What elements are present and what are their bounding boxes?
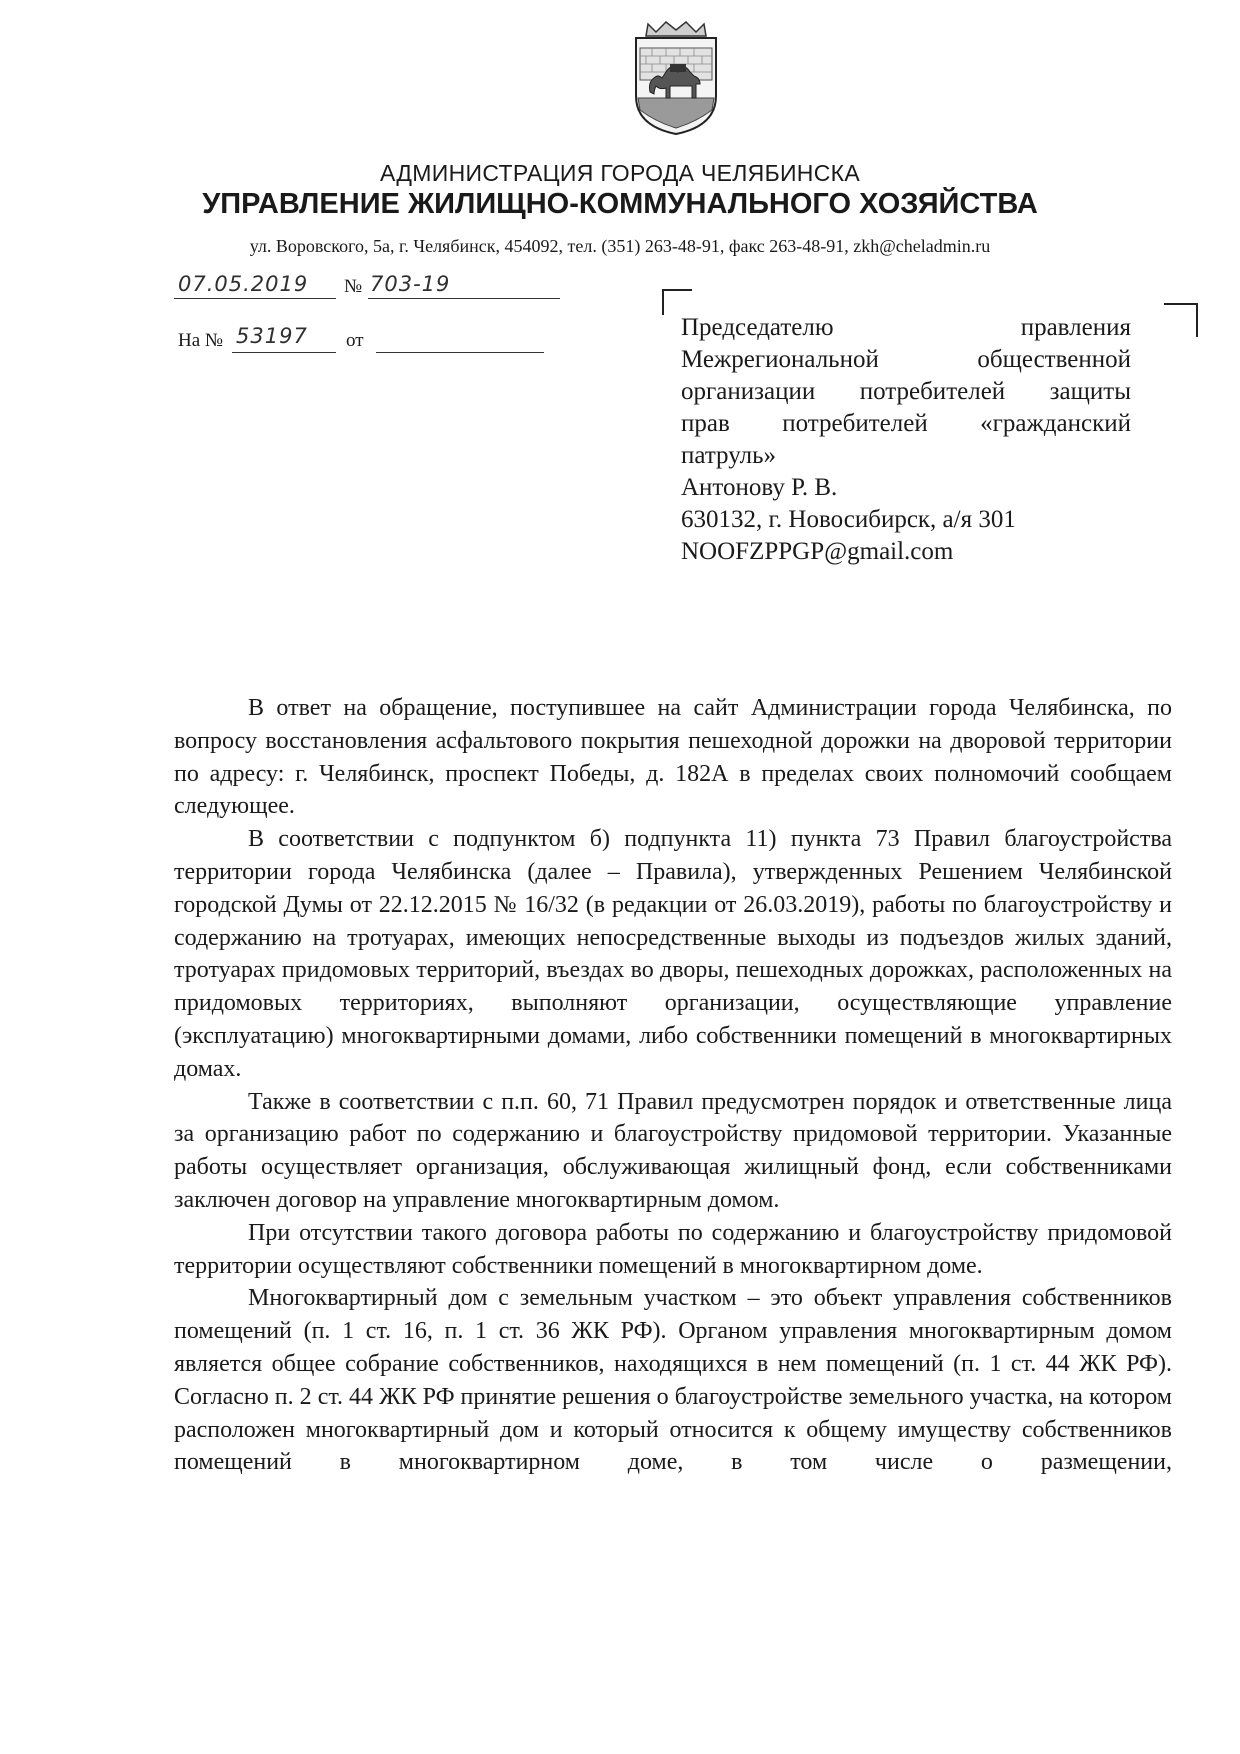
date-underline	[174, 298, 336, 299]
addressee-block	[681, 312, 1131, 568]
body-paragraph: В соответствии с подпунктом б) подпункта 11) пункта 73 Правил благоустройства территории города Челябинска (далее – Правила), утвержденных Решением Челябинской городской Думы от 22.12.2015 № 16/32 (в редакции от 26.03.2019), работы по благоустройству и содержанию на тротуарах, имеющих непосредственные выходы из подъездов жилых зданий, тротуарах придомовых территорий, въездах во дворы, пешеходных дорожках, расположенных на придомовых территориях, выполняют организации, осуществляющие управление (эксплуатацию) многоквартирными домами, либо собственники помещений в многоквартирных домах.	[174, 826, 1172, 1082]
reply-date-underline	[376, 352, 544, 353]
reply-number-underline	[232, 352, 336, 353]
addressee-line: организации потребителей защиты	[681, 378, 1131, 405]
addressee-line: Антонову Р. В.	[681, 474, 838, 501]
body-paragraph: Многоквартирный дом с земельным участком – это объект управления собственников помещений (п. 1 ст. 16, п. 1 ст. 36 ЖК РФ). Органом управления многоквартирным домом является общее собрание собственников, находящихся в нем помещений (п. 1 ст. 44 ЖК РФ). Согласно п. 2 ст. 44 ЖК РФ принятие решения о благоустройстве земельного участка, на котором расположен многоквартирный дом и который относится к общему имуществу собственников помещений в многоквартирном доме, в том числе о размещении,	[174, 1285, 1172, 1476]
body-paragraph: Также в соответствии с п.п. 60, 71 Правил предусмотрен порядок и ответственные лица за организацию работ по содержанию и благоустройству придомовой территории. Указанные работы осуществляет организация, обслуживающая жилищный фонд, если собственниками заключен договор на управление многоквартирным домом.	[174, 1088, 1172, 1213]
department-contacts: ул. Воровского, 5а, г. Челябинск, 454092, тел. (351) 263-48-91, факс 263-48-91, zkh@cheladmin.ru	[249, 236, 991, 256]
number-underline	[368, 298, 560, 299]
reply-to-number: 53197	[236, 324, 308, 348]
addressee-line: прав потребителей «гражданский	[681, 410, 1131, 437]
department-name: УПРАВЛЕНИЕ ЖИЛИЩНО-КОММУНАЛЬНОГО ХОЗЯЙСТВА	[202, 188, 1038, 220]
outgoing-date: 07.05.2019	[178, 272, 309, 296]
outgoing-number: 703-19	[370, 272, 451, 296]
addressee-line: Председателю правления	[681, 314, 1131, 341]
letter-body	[174, 692, 1172, 1479]
administration-name: АДМИНИСТРАЦИЯ ГОРОДА ЧЕЛЯБИНСКА	[380, 160, 860, 186]
outgoing-number-label: №	[344, 276, 363, 297]
addressee-line: патруль»	[681, 442, 777, 469]
addressee-line: 630132, г. Новосибирск, а/я 301	[681, 506, 1016, 533]
reply-date-label: от	[346, 330, 364, 351]
addressee-corner-right	[1164, 303, 1198, 337]
coat-of-arms-icon	[626, 18, 726, 136]
body-paragraph: При отсутствии такого договора работы по содержанию и благоустройству придомовой территории осуществляют собственники помещений в многоквартирном доме.	[174, 1219, 1172, 1279]
body-paragraph: В ответ на обращение, поступившее на сайт Администрации города Челябинска, по вопросу восстановления асфальтового покрытия пешеходной дорожки на дворовой территории по адресу: г. Челябинск, проспект Победы, д. 182А в пределах своих полномочий сообщаем следующее.	[174, 695, 1172, 820]
reply-to-label: На №	[178, 330, 224, 351]
addressee-line: Межрегиональной общественной	[681, 346, 1131, 373]
addressee-line: NOOFZPPGP@gmail.com	[681, 538, 954, 565]
